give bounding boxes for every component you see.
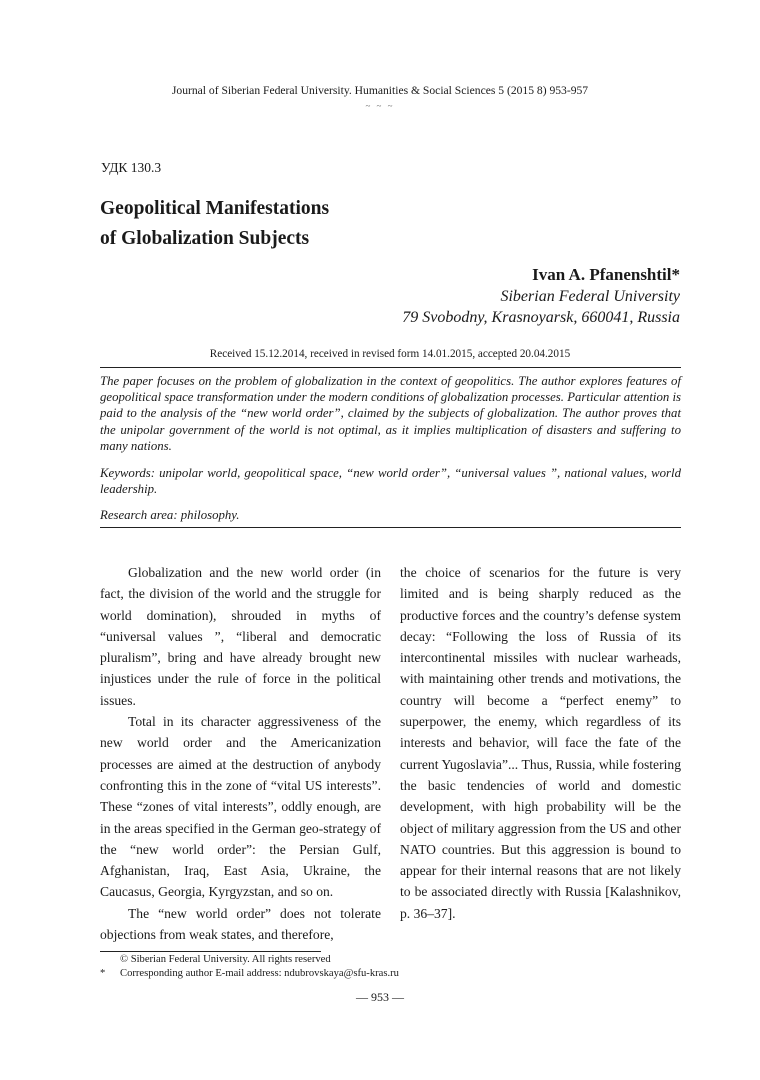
header-separator: ~ ~ ~ — [365, 101, 395, 111]
received-dates: Received 15.12.2014, received in revised form 14.01.2015, accepted 20.04.2015 — [209, 348, 571, 360]
footnotes — [100, 953, 399, 980]
body-column-left — [100, 562, 381, 945]
affiliation-line-2: 79 Svobodny, Krasnoyarsk, 660041, Russia — [402, 309, 680, 326]
article-title — [100, 194, 329, 254]
corresponding-text: Corresponding author E-mail address: ndubrovskaya@sfu-kras.ru — [120, 967, 399, 979]
footnote-rule — [100, 951, 321, 952]
abstract-top-rule — [100, 367, 681, 368]
abstract: The paper focuses on the problem of globalization in the context of geopolitics. The author explores features of geopolitical space transformation under the modern conditions of globalization processes. Particular attention is paid to the analysis of the “new world order”, claimed by the subjects of globalization. The author proves that the unipolar government of the world is not optimal, as it implies multiplication of disasters and suffering to many nations. — [100, 374, 681, 453]
udk-code: УДК 130.3 — [101, 160, 162, 175]
abstract-bottom-rule — [100, 527, 681, 528]
author-block — [402, 264, 680, 328]
title-line-2: of Globalization Subjects — [100, 228, 310, 249]
paragraph: The “new world order” does not tolerate objections from weak states, and therefore, — [100, 905, 381, 943]
body-column-right — [400, 562, 681, 924]
paragraph: the choice of scenarios for the future is very limited and is being sharply reduced as the productive forces and the country’s defense system decay: “Following the loss of Russia of its intercontinental missiles with nuclear warheads, with maintaining other trends and motivations, the country will become a “perfect enemy” to superpower, the enemy, which regardless of its interests and behavior, will face the fate of the current Yugoslavia”... Thus, Russia, while fostering the basic tendencies of world and domestic development, with high probability will be the object of military aggression from the US and other NATO countries. But this aggression is bound to appear for their internal reasons that are not likely to be associated directly with Russia [Kalashnikov, p. 36–37]. — [400, 565, 681, 921]
asterisk-mark: * — [100, 967, 106, 979]
title-line-1: Geopolitical Manifestations — [100, 198, 330, 219]
paragraph: Globalization and the new world order (in fact, the division of the world and the struggle for world domination), shrouded in myths of “universal values ”, “liberal and democratic pluralism”, bring and have already brought new injustices under the rule of force in the political issues. — [100, 565, 381, 708]
copyright-text: © Siberian Federal University. All rights reserved — [120, 954, 331, 965]
journal-header: Journal of Siberian Federal University. Humanities & Social Sciences 5 (2015 8) 953-957 — [171, 84, 589, 97]
keywords: Keywords: unipolar world, geopolitical space, “new world order”, “universal values ”, national values, world leadership. — [100, 466, 681, 497]
author-name: Ivan A. Pfanenshtil* — [532, 265, 680, 284]
page-number: — 953 — — [356, 990, 404, 1004]
corresponding-note — [100, 967, 399, 981]
research-area: Research area: philosophy. — [100, 508, 240, 522]
paragraph: Total in its character aggressiveness of the new world order and the Americanization processes are aimed at the destruction of anybody confronting this in the zone of “vital US interests”. These “zones of vital interests”, oddly enough, are in the areas specified in the German geo-strategy of the “new world order”: the Persian Gulf, Afghanistan, Iraq, East Asia, Ukraine, the Caucasus, Georgia, Kyrgyzstan, and so on. — [100, 714, 381, 900]
affiliation-line-1: Siberian Federal University — [500, 288, 680, 305]
copyright-note — [100, 953, 399, 967]
